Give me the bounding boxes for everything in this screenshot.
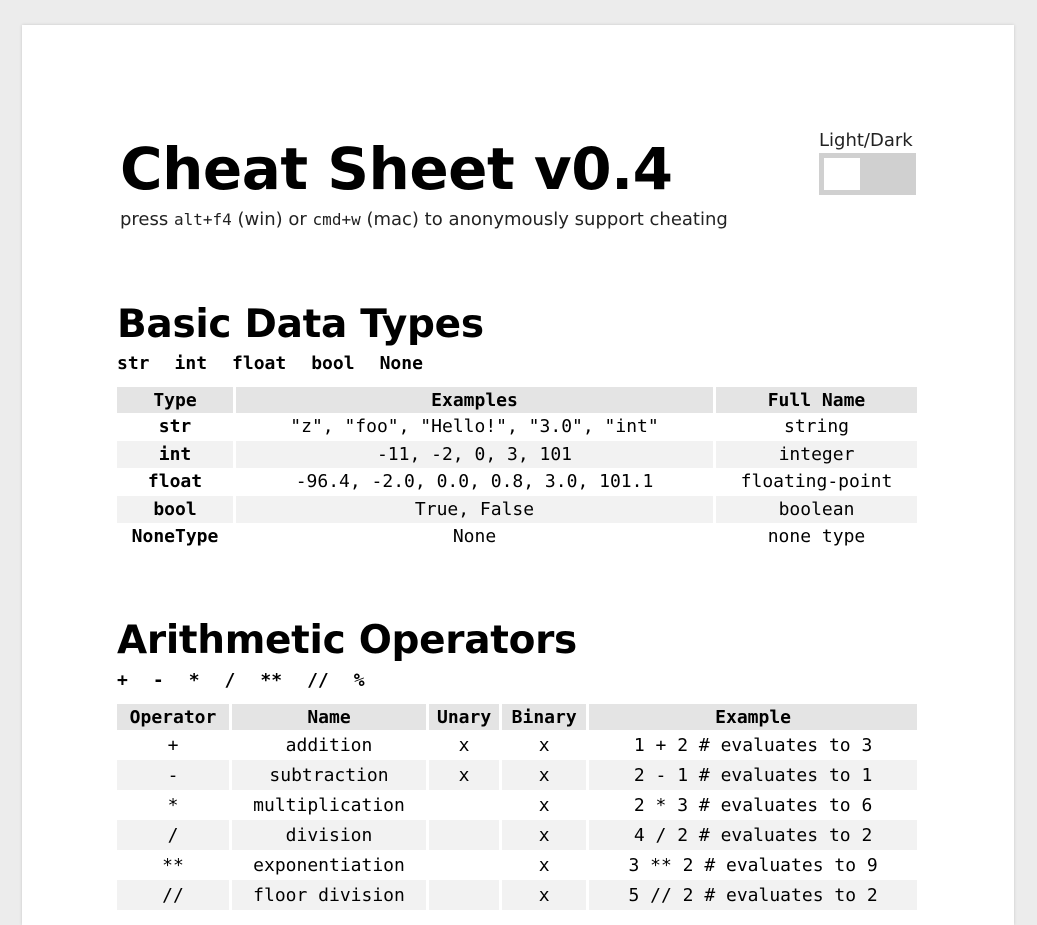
table-header-row [117, 704, 917, 730]
token-minus: - [152, 670, 164, 691]
operator-cell: ** [162, 854, 184, 876]
name-cell: exponentiation [253, 854, 405, 876]
type-cell: float [147, 471, 203, 493]
type-cell: bool [117, 496, 233, 524]
full-name-cell: integer [716, 441, 917, 469]
example-cell: 3 ** 2 # evaluates to 9 [628, 854, 878, 876]
table-row [117, 820, 917, 850]
token-none: None [379, 353, 423, 374]
operator-cell: / [117, 820, 229, 850]
operator-cell: // [117, 880, 229, 910]
toggle-knob[interactable] [824, 158, 860, 190]
name-cell: subtraction [232, 760, 426, 790]
binary-cell: x [502, 880, 586, 910]
table-row [117, 468, 917, 496]
unary-cell [429, 880, 499, 910]
unary-cell: x [429, 760, 499, 790]
col-header-unary: Unary [429, 704, 499, 730]
col-header-operator: Operator [117, 704, 229, 730]
token-plus: + [117, 670, 128, 691]
theme-toggle-switch[interactable] [819, 153, 916, 195]
token-power: ** [260, 670, 283, 691]
col-header-name: Name [232, 704, 426, 730]
arithmetic-tokens [117, 670, 390, 691]
unary-cell [429, 820, 499, 850]
token-bool: bool [311, 353, 355, 374]
examples-cell: -96.4, -2.0, 0.0, 0.8, 3.0, 101.1 [295, 471, 654, 493]
page-subtitle [120, 209, 728, 230]
name-cell: multiplication [253, 794, 405, 816]
unary-cell [429, 790, 499, 820]
type-cell: int [117, 441, 233, 469]
table-row [117, 790, 917, 820]
full-name-cell: boolean [716, 496, 917, 524]
example-cell: 2 * 3 # evaluates to 6 [633, 794, 873, 816]
arithmetic-heading: Arithmetic Operators [117, 618, 577, 663]
subtitle-prefix: press [120, 209, 174, 230]
subtitle-middle: (win) or [231, 209, 313, 230]
arithmetic-table [114, 704, 920, 910]
token-str: str [117, 353, 150, 374]
cheat-sheet-page [22, 25, 1014, 925]
name-cell: division [232, 820, 426, 850]
full-name-cell: none type [767, 526, 866, 548]
binary-cell: x [538, 794, 550, 816]
shortcut-mac: cmd+w [312, 210, 361, 229]
full-name-cell: floating-point [740, 471, 893, 493]
name-cell: floor division [232, 880, 426, 910]
subtitle-suffix: (mac) to anonymously support cheating [360, 209, 728, 230]
examples-cell: -11, -2, 0, 3, 101 [236, 441, 713, 469]
table-row [117, 413, 917, 441]
table-row [117, 850, 917, 880]
binary-cell: x [538, 734, 550, 756]
example-cell: 5 // 2 # evaluates to 2 [589, 880, 917, 910]
name-cell: addition [285, 734, 373, 756]
examples-cell: "z", "foo", "Hello!", "3.0", "int" [290, 416, 659, 438]
examples-cell: True, False [236, 496, 713, 524]
token-floor-divide: // [307, 670, 329, 691]
unary-cell: x [458, 734, 470, 756]
example-cell: 1 + 2 # evaluates to 3 [633, 734, 873, 756]
col-header-binary: Binary [502, 704, 586, 730]
page-title: Cheat Sheet v0.4 [120, 135, 673, 203]
type-cell: str [158, 416, 192, 438]
basic-types-table [114, 387, 920, 551]
binary-cell: x [538, 854, 550, 876]
col-header-example: Example [589, 704, 917, 730]
full-name-cell: string [783, 416, 850, 438]
col-header-type: Type [117, 387, 233, 413]
theme-toggle-label: Light/Dark [819, 130, 913, 151]
table-row [117, 523, 917, 551]
token-float: float [232, 353, 287, 374]
col-header-full-name: Full Name [716, 387, 917, 413]
binary-cell: x [502, 760, 586, 790]
type-cell: NoneType [131, 526, 219, 548]
theme-toggle-group [819, 130, 916, 195]
basic-types-heading: Basic Data Types [117, 302, 484, 347]
table-row [117, 496, 917, 524]
shortcut-win: alt+f4 [173, 210, 232, 229]
col-header-examples: Examples [236, 387, 713, 413]
token-divide: / [224, 670, 236, 691]
basic-types-tokens [117, 353, 448, 374]
token-int: int [174, 353, 208, 374]
operator-cell: + [167, 734, 179, 756]
examples-cell: None [452, 526, 497, 548]
unary-cell [429, 850, 499, 880]
table-row [117, 760, 917, 790]
example-cell: 4 / 2 # evaluates to 2 [589, 820, 917, 850]
example-cell: 2 - 1 # evaluates to 1 [589, 760, 917, 790]
table-row [117, 730, 917, 760]
binary-cell: x [502, 820, 586, 850]
table-header-row [117, 387, 917, 413]
token-multiply: * [188, 670, 200, 691]
token-modulo: % [353, 670, 365, 691]
table-row [117, 441, 917, 469]
operator-cell: - [117, 760, 229, 790]
operator-cell: * [167, 794, 179, 816]
table-row [117, 880, 917, 910]
